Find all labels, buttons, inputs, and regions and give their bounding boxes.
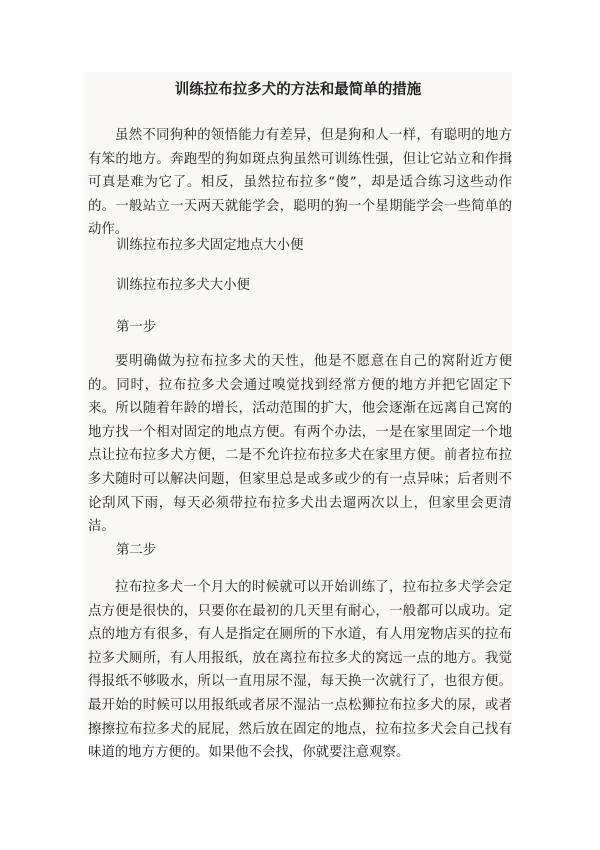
step-two-label: 第二步 xyxy=(116,543,157,558)
section-heading-fixed-spot: 训练拉布拉多犬固定地点大小便 xyxy=(116,238,304,253)
section-heading-toilet-training: 训练拉布拉多犬大小便 xyxy=(116,278,250,293)
document-title: 训练拉布拉多犬的方法和最简单的措施 xyxy=(174,81,422,98)
step-two-paragraph: 拉布拉多犬一个月大的时候就可以开始训练了，拉布拉多犬学会定点方便是很快的，只要你在最初的几天里有耐心，一般都可以成功。定点的地方有很多，有人是指定在厕所的下水道，有人用宠物店买的拉布拉多犬厕所，有人用报纸，放在离拉布拉多犬的窝远一点的地方。我觉得报纸不够吸水，所以一直用尿不湿，每天换一次就行了，也很方便。最开始的时候可以用报纸或者尿不湿沾一点松狮拉布拉多犬的尿，或者擦擦拉布拉多犬的屁屁，然后放在固定的地点，拉布拉多犬会自己找有味道的地方方便的。如果他不会找，你就要注意观察。 xyxy=(88,580,512,761)
intro-paragraph: 虽然不同狗种的领悟能力有差异，但是狗和人一样，有聪明的地方有笨的地方。奔跑型的狗如斑点狗虽然可训练性强，但让它站立和作揖可真是难为它了。相反，虽然拉布拉多“傻”，却是适合练习这些动作的。一般站立一天两天就能学会，聪明的狗一个星期能学会一些简单的动作。 xyxy=(88,128,512,238)
step-one-paragraph: 要明确做为拉布拉多犬的天性，他是不愿意在自己的窝附近方便的。同时，拉布拉多犬会通过嗅觉找到经常方便的地方并把它固定下来。所以随着年龄的增长，活动范围的扩大，他会逐渐在远离自己窝的地方找一个相对固定的地点方便。有两个办法，一是在家里固定一个地点让拉布拉多犬方便，二是不允许拉布拉多犬在家里方便。前者拉布拉多犬随时可以解决问题，但家里总是或多或少的有一点异味；后者则不论刮风下雨，每天必须带拉布拉多犬出去遛两次以上，但家里会更清洁。 xyxy=(88,354,512,535)
step-one-label: 第一步 xyxy=(116,320,157,335)
